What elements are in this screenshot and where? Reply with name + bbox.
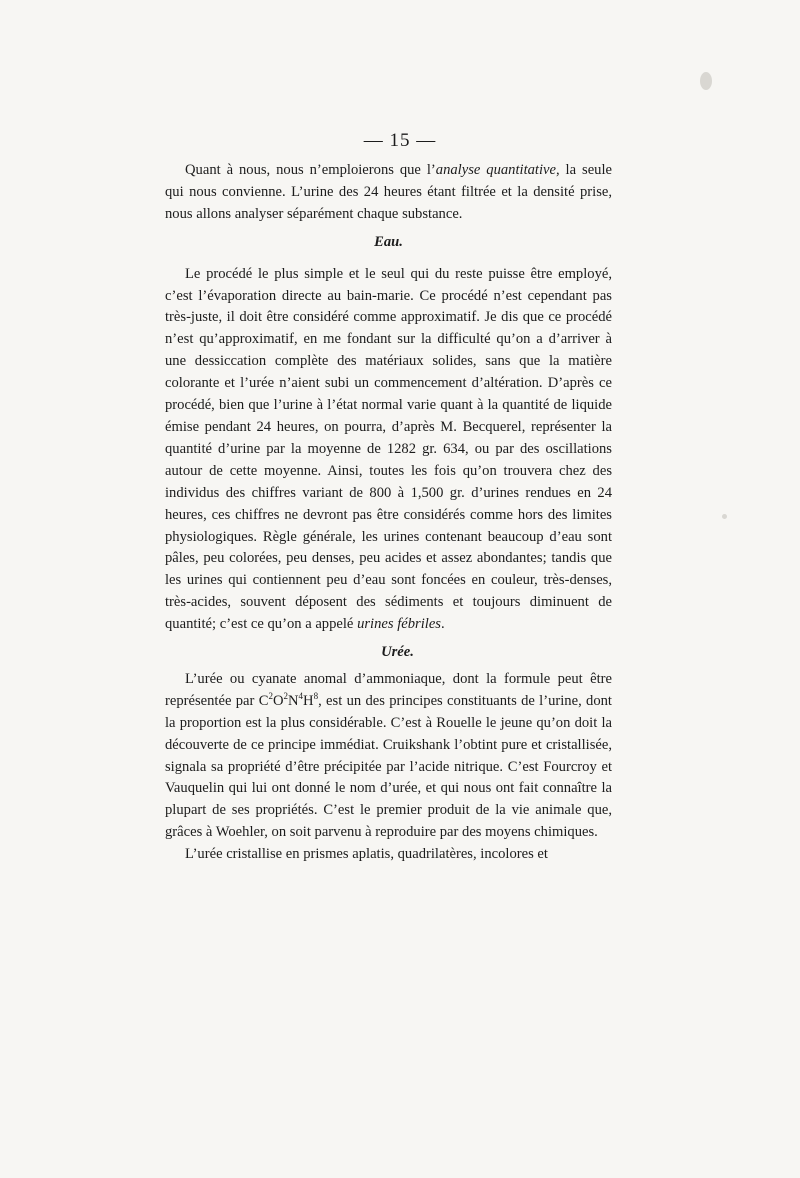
eau-text-end: . <box>441 616 445 633</box>
eau-text: Le procédé le plus simple et le seul qui du reste puisse être employé, c’est l’évaporation directe au bain-marie. Ce procédé n’est cependant pas très-juste, il doit être considéré comme approximatif. Je dis que ce procédé n’est qu’approximatif, en me fondant sur la difficulté qu’on a d’arriver à une dessiccation complète des matériaux solides, sans que la matière colorante et l’urée n’aient subi un commencement d’altération. D’après ce procédé, bien que l’urine à l’état normal varie quant à la quantité de liquide émise pendant 24 heures, on pourra, d’après M. Becquerel, représenter la quantité d’urine par la moyenne de 1282 gr. 634, ou par des oscillations autour de cette moyenne. Ainsi, toutes les fois qu’on trouvera chez des individus des chiffres variant de 800 à 1,500 gr. d’urines rendues en 24 heures, ces chiffres ne devront pas être considérés comme hors des limites physiologiques. Règle générale, les urines contenant beaucoup d’eau sont pâles, peu colorées, peu denses, peu acides et assez abondantes; tandis que les urines qui contiennent peu d’eau sont foncées en couleur, très-denses, très-acides, souvent déposent des sédiments et toujours diminuent de quantité; c’est ce qu’on a appelé <box>165 265 612 633</box>
formula-element: H <box>303 692 314 709</box>
intro-text-lead: Quant à nous, nous n’emploierons que l’ <box>185 162 436 178</box>
formula-element: N <box>287 692 299 709</box>
paper-speck <box>722 514 727 519</box>
formula-subscript: 2 <box>268 690 273 701</box>
eau-emphasis: urines fébriles <box>357 616 441 633</box>
formula-subscript: 8 <box>313 690 319 701</box>
eau-paragraph <box>165 264 612 636</box>
uree-paragraph-2: L’urée cristallise en prismes aplatis, quadrilatères, incolores et <box>185 846 548 863</box>
paper-speck <box>700 72 712 90</box>
page-number: — 15 — <box>363 130 437 151</box>
formula-subscript: 2 <box>283 690 288 701</box>
body-text <box>165 160 612 866</box>
section-heading-uree: Urée. <box>381 644 414 661</box>
formula-subscript: 4 <box>298 690 304 701</box>
intro-emphasis: analyse quantitative <box>435 162 556 178</box>
uree-paragraph-1 <box>165 669 612 844</box>
formula-element: O <box>272 692 284 709</box>
uree-text-lead: L’urée ou cyanate anomal d’ammoniaque, dont la formule peut être représentée par C <box>165 670 612 709</box>
intro-text-rest: , la seule qui nous convienne. L’urine des 24 heures étant filtrée et la densité prise, nous allons analyser séparément chaque substance. <box>165 162 612 222</box>
section-heading-eau: Eau. <box>374 233 403 250</box>
uree-text-rest: , est un des principes constituants de l’urine, dont la proportion est la plus considérable. C’est à Rouelle le jeune qu’on doit la découverte de ce principe immédiat. Cruikshank l’obtint pure et cristallisée, signala sa propriété d’être précipitée par l’acide nitrique. C’est Fourcroy et Vauquelin qui lui ont donné le nom d’urée, et qui nous ont fait connaître la plupart de ses propriétés. C’est le premier produit de la vie animale que, grâces à Woehler, on soit parvenu à reproduire par des moyens chimiques. <box>165 692 612 841</box>
intro-paragraph <box>165 160 612 226</box>
